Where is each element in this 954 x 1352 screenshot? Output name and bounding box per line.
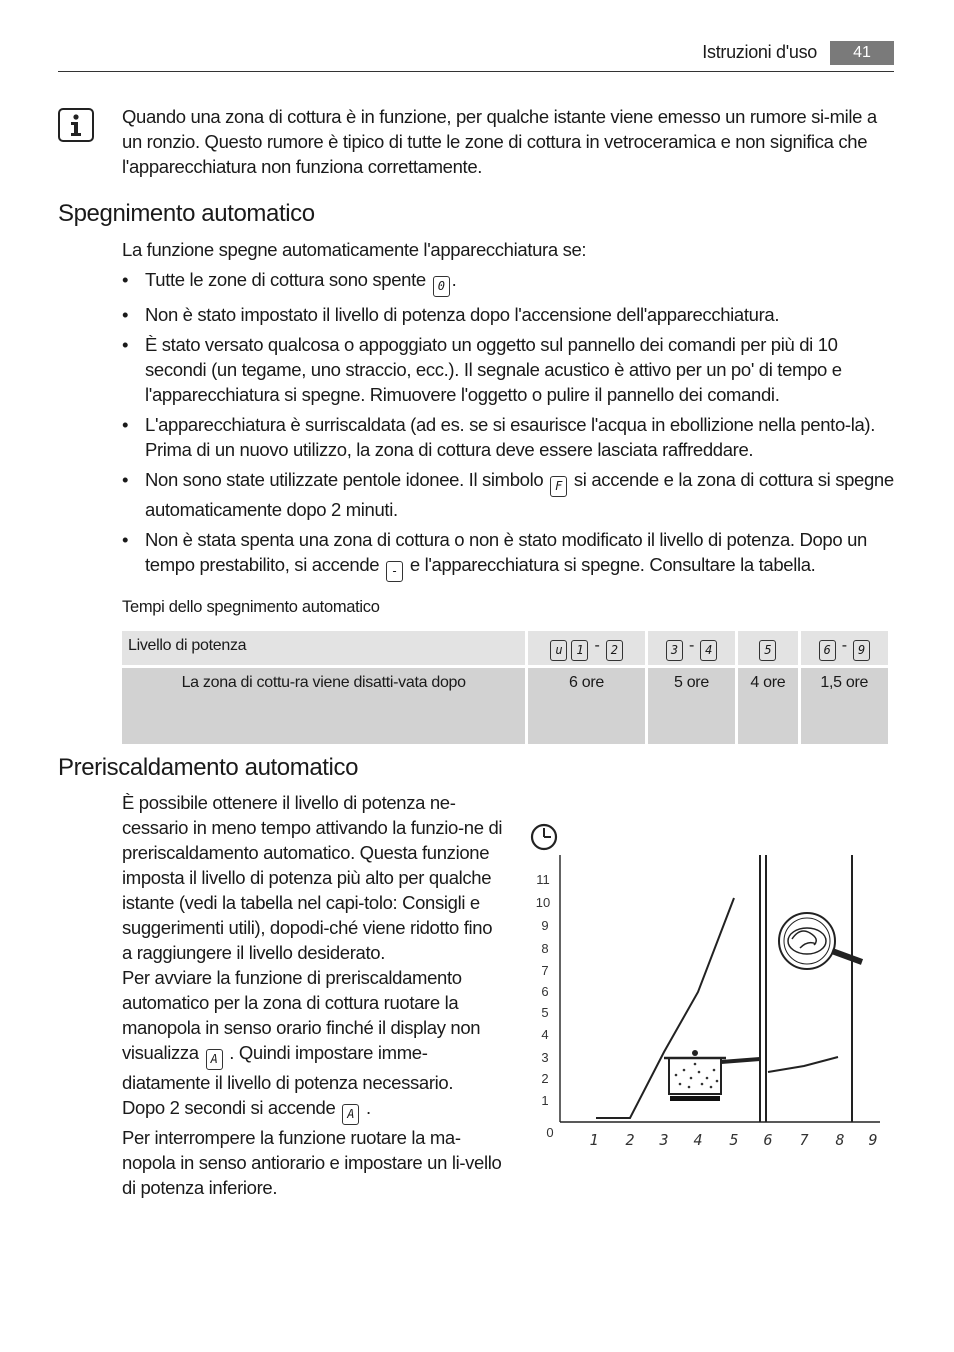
y-tick-label: 9 (541, 918, 549, 933)
section-heading-auto-off: Spegnimento automatico (58, 200, 315, 227)
y-tick-label: 0 (546, 1125, 554, 1140)
info-note-text: Quando una zona di cottura è in funzione, per qualche istante viene emesso un rumore si-mile a un ronzio. Questo rumore è tipico di tutte le zone di cottura in vetroceramica e non significa che l'apparecchiatura non funziona correttamente. (122, 106, 877, 177)
x-tick-label: 7 (799, 1131, 809, 1149)
y-tick-label: 11 (536, 872, 550, 887)
x-tick-label: 1 (589, 1131, 599, 1149)
list-item: • L'apparecchiatura è surriscaldata (ad es. se si esaurisce l'acqua in ebollizione nella pento-la). Prima di un nuovo utilizzo, la zona di cottura deve essere lasciata raffreddare. (122, 414, 875, 460)
table-row-label: La zona di cottu-ra viene disatti-vata dopo (122, 668, 525, 744)
frying-pan-icon (779, 913, 862, 969)
list-item: • Non sono state utilizzate pentole idonee. Il simbolo F si accende e la zona di cottura si spegne automaticamente dopo 2 minuti. (122, 469, 894, 520)
preheat-para-2: Per avviare la funzione di preriscaldamento automatico per la zona di cottura ruotare la manopola in senso orario finché il display non visualizza A . Quindi impostare imme-diatamente il livello di potenza necessario. (122, 967, 481, 1093)
table-cell: 3 - 4 (648, 631, 735, 665)
list-item: • È stato versato qualcosa o appoggiato un oggetto sul pannello dei comandi per più di 10 secondi (un tegame, uno straccio, ecc.). Il segnale acustico è attivo per un po' di tempo e l'apparecchiatura si spegne. Rimuovere l'oggetto o pulire il pannello dei comandi. (122, 334, 842, 405)
y-tick-label: 6 (541, 984, 549, 999)
display-symbol-a: A (206, 1049, 223, 1070)
list-item: • Non è stata spenta una zona di cottura o non è stato modificato il livello di potenza. Dopo un tempo prestabilito, si accende - e l'apparecchiatura si spegne. Consultare la tabella. (122, 527, 894, 582)
table-row (122, 668, 888, 744)
auto-off-intro: La funzione spegne automaticamente l'apparecchiatura se: (122, 239, 587, 260)
preheat-text (122, 790, 504, 1200)
table-row (122, 631, 888, 665)
table-caption: Tempi dello spegnimento automatico (122, 598, 380, 616)
x-tick-label: 8 (835, 1131, 845, 1149)
table-cell: u 1 - 2 (528, 631, 644, 665)
x-tick-label: 3 (659, 1131, 669, 1149)
header-title: Istruzioni d'uso (702, 42, 817, 62)
table-cell: 6 - 9 (801, 631, 888, 665)
auto-off-table (119, 628, 891, 747)
preheat-para-4: Per interrompere la funzione ruotare la ma-nopola in senso antiorario e impostare un li-vello di potenza inferiore. (122, 1127, 502, 1198)
display-symbol-f: F (550, 476, 567, 497)
x-tick-label: 9 (868, 1131, 878, 1149)
display-symbol-0: 0 (433, 276, 450, 297)
x-tick-label: 5 (729, 1131, 739, 1149)
preheat-para-1: È possibile ottenere il livello di potenza ne-cessario in meno tempo attivando la funzio-ne di preriscaldamento automatico. Questa funzione imposta il livello di potenza più alto per qualche istante (vedi la tabella nel capi-tolo: Consigli e suggerimenti utili), dopodi-ché viene ridotto fino a raggiungere il livello desiderato. (122, 792, 503, 963)
list-item: • Non è stato impostato il livello di potenza dopo l'accensione dell'apparecchiatura. (122, 304, 780, 325)
table-cell: 1,5 ore (801, 668, 888, 744)
y-tick-label: 4 (541, 1027, 549, 1042)
display-symbol-dash: - (386, 561, 403, 582)
y-tick-label: 3 (541, 1050, 549, 1065)
x-tick-label: 2 (625, 1131, 635, 1149)
y-tick-label: 5 (541, 1005, 549, 1020)
display-symbol-a: A (342, 1104, 359, 1125)
holding-curve (768, 1057, 838, 1072)
page-header (58, 38, 894, 72)
preheat-para-3: Dopo 2 secondi si accende A . (122, 1095, 504, 1125)
info-icon (58, 108, 94, 142)
preheat-diagram (524, 820, 894, 1160)
table-cell: 4 ore (738, 668, 797, 744)
y-tick-label: 2 (541, 1071, 549, 1086)
y-tick-label: 7 (541, 963, 549, 978)
list-item: • Tutte le zone di cottura sono spente 0 . (122, 267, 894, 297)
x-tick-label: 4 (693, 1131, 703, 1149)
pot-icon (664, 1050, 760, 1101)
x-tick-label: 6 (763, 1131, 773, 1149)
table-cell: 5 ore (648, 668, 735, 744)
table-cell: 6 ore (528, 668, 644, 744)
table-cell: 5 (738, 631, 797, 665)
y-tick-label: 1 (541, 1093, 549, 1108)
y-tick-label: 10 (535, 895, 551, 910)
table-row-label: Livello di potenza (122, 631, 525, 665)
page-number: 41 (830, 41, 894, 65)
clock-icon (532, 825, 556, 849)
auto-off-list (122, 267, 894, 587)
y-tick-label: 8 (541, 941, 549, 956)
section-heading-preheat: Preriscaldamento automatico (58, 754, 359, 781)
